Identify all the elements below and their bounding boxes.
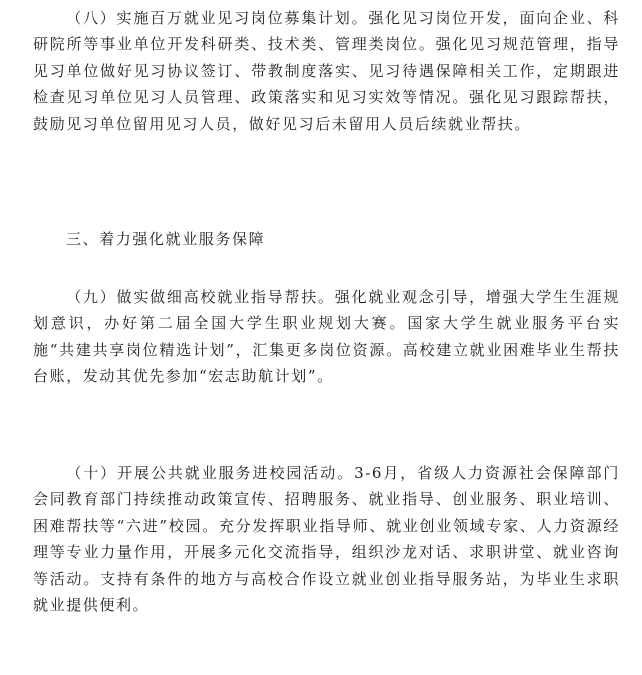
paragraph-9: [33, 284, 620, 390]
section-heading-3: 三、着力强化就业服务保障: [66, 230, 266, 248]
paragraph-8: [33, 5, 620, 137]
paragraph-9-text: （九）做实做细高校就业指导帮扶。强化就业观念引导，增强大学生生涯规划意识，办好第二届全国大学生职业规划大赛。国家大学生就业服务平台实施“共建共享岗位精选计划”，汇集更多岗位资源。高校建立就业困难毕业生帮扶台账，发动其优先参加“宏志助航计划”。: [33, 288, 620, 386]
paragraph-8-text: （八）实施百万就业见习岗位募集计划。强化见习岗位开发，面向企业、科研院所等事业单位开发科研类、技术类、管理类岗位。强化见习规范管理，指导见习单位做好见习协议签订、带教制度落实、见习待遇保障相关工作，定期跟进检查见习单位见习人员管理、政策落实和见习实效等情况。强化见习跟踪帮扶，鼓励见习单位留用见习人员，做好见习后未留用人员后续就业帮扶。: [33, 9, 620, 133]
paragraph-10-text: （十）开展公共就业服务进校园活动。3-6月，省级人力资源社会保障部门会同教育部门持续推动政策宣传、招聘服务、就业指导、创业服务、职业培训、困难帮扶等“六进”校园。充分发挥职业指导师、就业创业领域专家、人力资源经理等专业力量作用，开展多元化交流指导，组织沙龙对话、求职讲堂、就业咨询等活动。支持有条件的地方与高校合作设立就业创业指导服务站，为毕业生求职就业提供便利。: [33, 464, 620, 615]
paragraph-10: [33, 460, 620, 618]
